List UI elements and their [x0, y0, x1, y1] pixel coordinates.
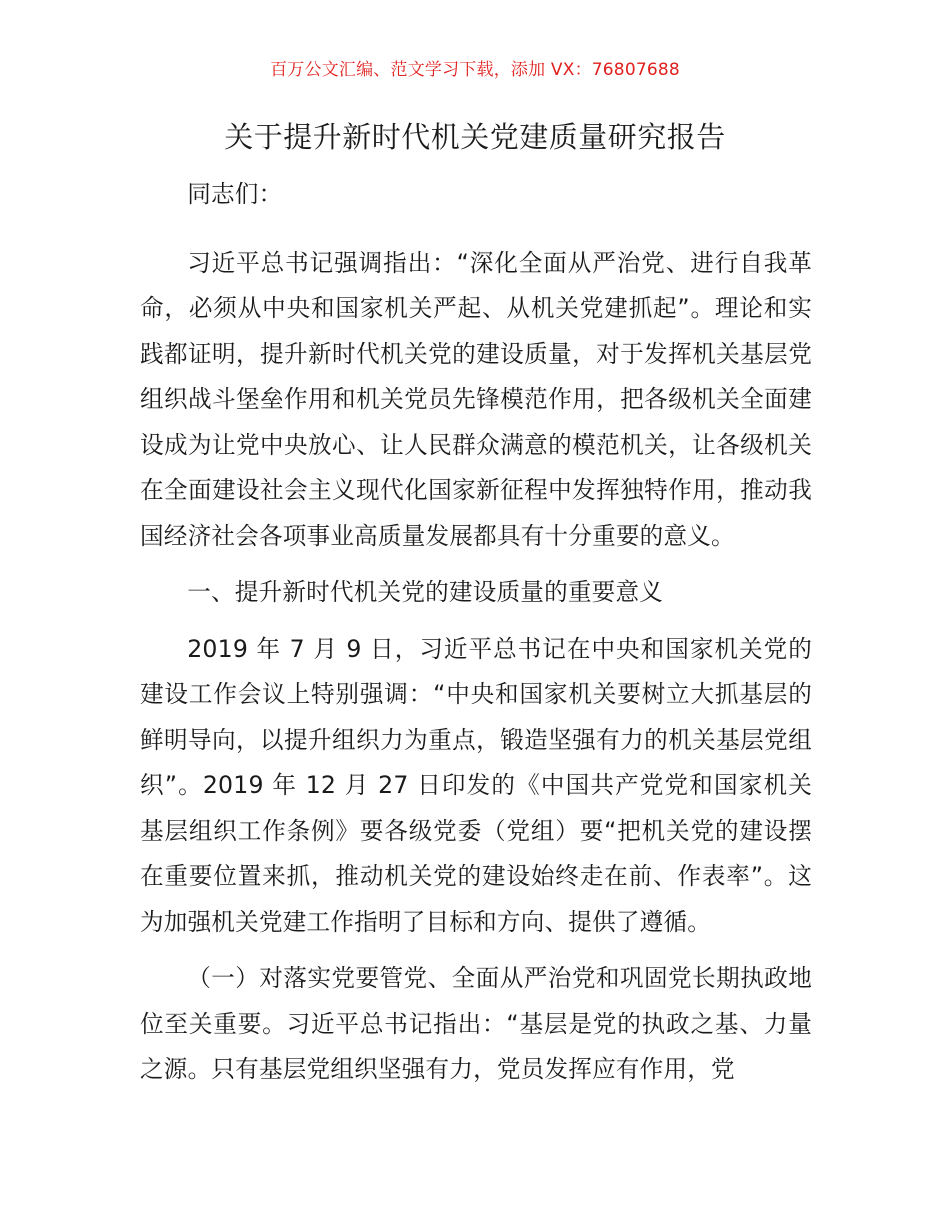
- paragraph-intro: 习近平总书记强调指出：“深化全面从严治党、进行自我革命，必须从中央和国家机关严起、从机关党建抓起”。理论和实践都证明，提升新时代机关党的建设质量，对于发挥机关基层党组织战斗堡垒作用和机关党员先锋模范作用，把各级机关全面建设成为让党中央放心、让人民群众满意的模范机关，让各级机关在全面建设社会主义现代化国家新征程中发挥独特作用，推动我国经济社会各项事业高质量发展都具有十分重要的意义。: [140, 248, 812, 550]
- paragraph-subsection-1: （一）对落实党要管党、全面从严治党和巩固党长期执政地位至关重要。习近平总书记指出：“基层是党的执政之基、力量之源。只有基层党组织坚强有力，党员发挥应有作用，党: [140, 964, 812, 1083]
- promo-header: 百万公文汇编、范文学习下载，添加 VX：76807688: [270, 60, 680, 80]
- paragraph-meeting: 2019 年 7 月 9 日，习近平总书记在中央和国家机关党的建设工作会议上特别强调：“中央和国家机关要树立大抓基层的鲜明导向，以提升组织力为重点，锻造坚强有力的机关基层党组织”。2019 年 12 月 27 日印发的《中国共产党党和国家机关基层组织工作条例》要各级党委（党组）要“把机关党的建设摆在重要位置来抓，推动机关党的建设始终走在前、作表率”。这为加强机关党建工作指明了目标和方向、提供了遵循。: [140, 634, 812, 936]
- greeting: 同志们：: [187, 180, 283, 208]
- document-body: [140, 172, 812, 1104]
- section-heading-1: 一、提升新时代机关党的建设质量的重要意义: [187, 578, 664, 606]
- document-title: 关于提升新时代机关党建质量研究报告: [224, 120, 726, 154]
